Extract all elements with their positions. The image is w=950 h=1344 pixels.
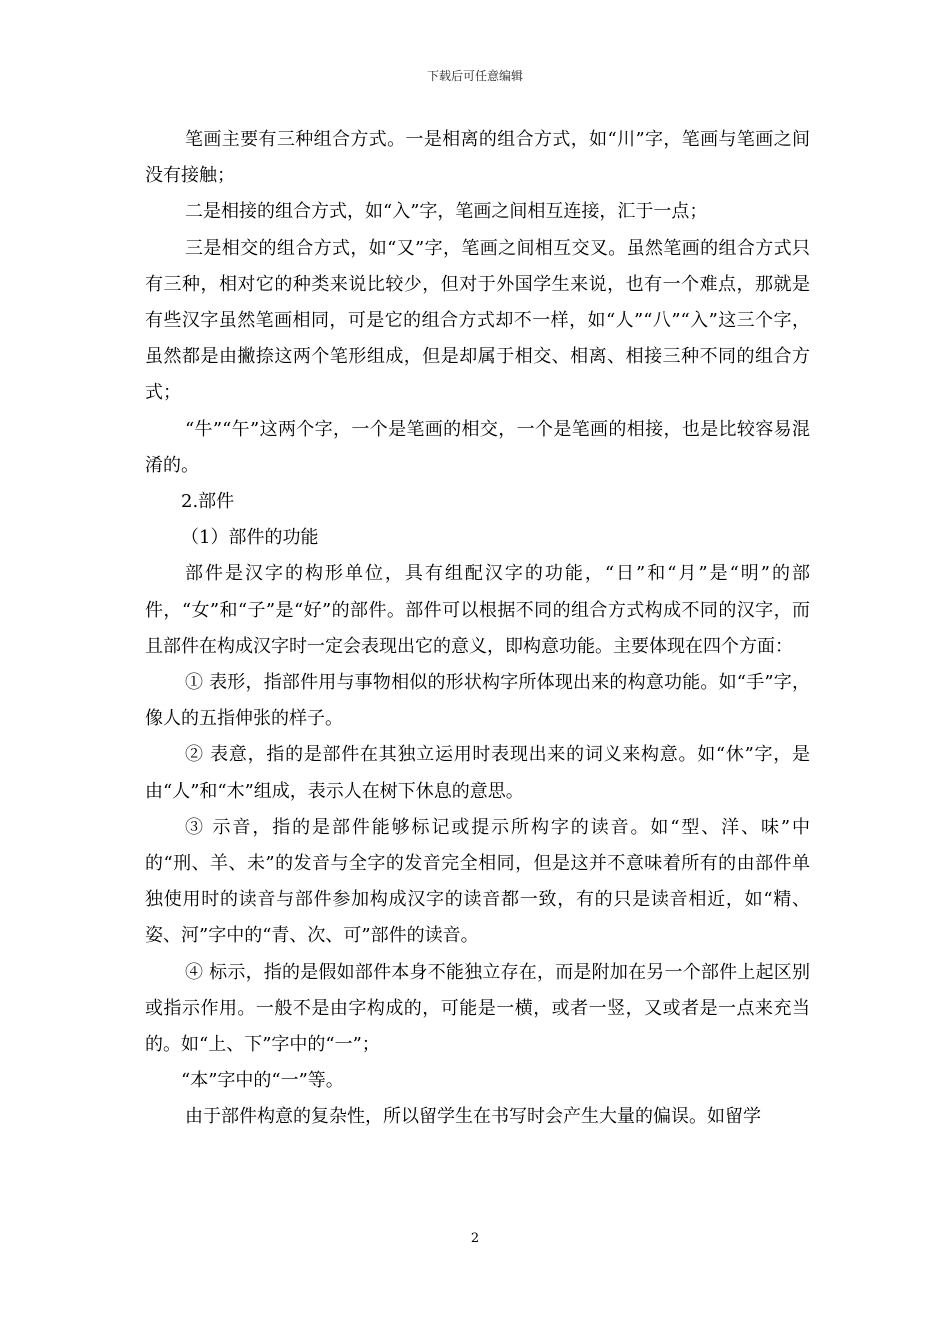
paragraph-component-definition: 部件是汉字的构形单位，具有组配汉字的功能，“日”和“月”是“明”的部件，“女”和“子”是“好”的部件。部件可以根据不同的组合方式构成不同的汉字，而且部件在构成汉字时一定会表现出它的意义，即构意功能。主要体现在四个方面： — [145, 563, 810, 657]
page-number: 2 — [470, 1231, 480, 1246]
paragraph-crossing-combination: 三是相交的组合方式，如“又”字，笔画之间相互交叉。虽然笔画的组合方式只有三种，相对它的种类来说比较少，但对于外国学生来说，也有一个难点，那就是有些汉字虽然笔画相同，可是它的组合方式却不一样，如“人”“八”“入”这三个字，虽然都是由撇捺这两个笔形组成，但是却属于相交、相离、相接三种不同的组合方式； — [145, 237, 810, 404]
document-body — [145, 122, 810, 1136]
paragraph-sound-indication: ③ 示音，指的是部件能够标记或提示所构字的读音。如“型、洋、味”中的“刑、羊、未”的发音与全字的发音完全相同，但是这并不意味着所有的由部件单独使用时的读音与部件参加构成汉字的读音都一致，有的只是读音相近，如“精、姿、河”字中的“青、次、可”部件的读音。 — [145, 816, 810, 947]
section-heading-components: 2.部件 — [181, 491, 235, 513]
paragraph-ben-example: “本”字中的“一”等。 — [181, 1070, 344, 1092]
paragraph-stroke-combinations: 笔画主要有三种组合方式。一是相离的组合方式，如“川”字，笔画与笔画之间没有接触； — [145, 129, 810, 187]
paragraph-form-representation: ① 表形，指部件用与事物相似的形状构字所体现出来的构意功能。如“手”字，像人的五指伸张的样子。 — [145, 672, 810, 730]
page-header: 下载后可任意编辑 — [426, 69, 523, 83]
paragraph-marking: ④ 标示，指的是假如部件本身不能独立存在，而是附加在另一个部件上起区别或指示作用。一般不是由字构成的，可能是一横，或者一竖，又或者是一点来充当的。如“上、下”字中的“一”； — [145, 961, 810, 1056]
paragraph-niu-wu: “牛”“午”这两个字，一个是笔画的相交，一个是笔画的相接，也是比较容易混淆的。 — [145, 418, 810, 476]
paragraph-joined-combination: 二是相接的组合方式，如“入”字，笔画之间相互连接，汇于一点； — [185, 201, 708, 223]
paragraph-meaning-representation: ② 表意，指的是部件在其独立运用时表现出来的词义来构意。如“休”字，是由“人”和“木”组成，表示人在树下休息的意思。 — [145, 744, 810, 802]
paragraph-errors: 由于部件构意的复杂性，所以留学生在书写时会产生大量的偏误。如留学 — [185, 1106, 761, 1128]
subsection-heading-component-function: （1）部件的功能 — [181, 527, 319, 549]
